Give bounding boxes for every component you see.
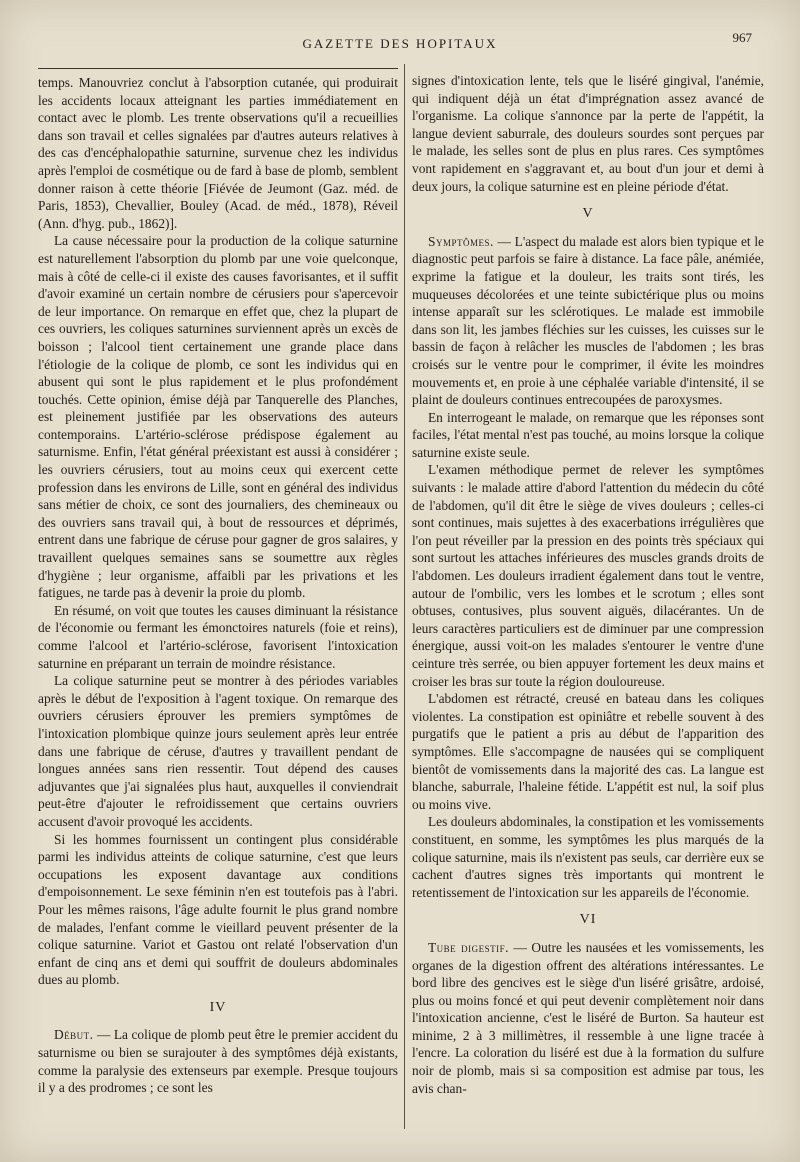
- paragraph: [38, 1026, 398, 1096]
- header-rule: [38, 68, 398, 69]
- section-heading: VI: [579, 912, 597, 928]
- paragraph: En résumé, on voit que toutes les causes diminuant la résistance de l'économie ou fermant les émonctoires naturels (foie et reins), comme l'alcool et l'artério-sclérose, favorisent l'intoxication saturnine en préparant un terrain de moindre résistance.: [38, 602, 398, 671]
- section-heading: IV: [209, 999, 227, 1015]
- paragraph: Si les hommes fournissent un contingent plus considérable parmi les individus atteints de colique saturnine, c'est que leurs occupations les exposent davantage aux conditions d'empoisonnement. Le sexe féminin n'en est toutefois pas à l'abri. Pour les mêmes raisons, l'âge adulte fournit le plus grand nombre de malades, l'enfant comme le vieillard peuvent présenter de la colique saturnine. Variot et Gastou ont relaté l'observation d'un enfant de cinq ans et demi qui souffrit de douleurs abdominales dues au plomb.: [38, 831, 398, 988]
- page-number: 967: [732, 30, 752, 45]
- section-heading: V: [582, 206, 594, 222]
- right-column: [412, 72, 764, 1097]
- paragraph-lead: Tube digestif.: [428, 939, 510, 955]
- column-divider: [404, 64, 405, 1129]
- paragraph: signes d'intoxication lente, tels que le liséré gingival, l'anémie, qui indiquent déjà un état d'imprégnation assez avancé de l'organisme. La colique s'annonce par la perte de l'appétit, la langue devient saburrale, des douleurs sourdes sont perçues par le malade, les selles sont de plus en plus rares. Ces symptômes vont rapidement en s'aggravant et, au bout d'un jour et demi à deux jours, la colique saturnine est en pleine période d'état.: [412, 73, 764, 194]
- paragraph-lead: Début.: [54, 1027, 94, 1043]
- paragraph: L'abdomen est rétracté, creusé en bateau dans les coliques violentes. La constipation est opiniâtre et rebelle souvent à des purgatifs que le patient a pris au début de l'apparition des symptômes. Elle s'accompagne de nausées qui se compliquent bientôt de vomissements dans la majorité des cas. La langue est blanche, saburrale, l'haleine fétide. L'appétit est nul, la soif plus ou moins vive.: [412, 691, 764, 812]
- journal-title: GAZETTE DES HOPITAUX: [302, 36, 498, 51]
- paragraph: La cause nécessaire pour la production de la colique saturnine est naturellement l'absorption du plomb par une voie quelconque, mais à côté de celle-ci il existe des causes favorisantes, et il suffit d'avoir examiné un certain nombre de cérusiers pour s'apercevoir de leur importance. On remarque en effet que, chez la plupart de ces ouvriers, les coliques saturnines surviennent après un excès de boisson ; l'alcool tient certainement une grande place dans l'étiologie de la colique de plomb, ce sont les individus qui en abusent qui sont le plus rapidement et le plus profondément touchés. Cette opinion, émise déjà par Tanquerelle des Planches, est pleinement justifiée par les observations des auteurs contemporains. L'artério-sclérose prédispose également au saturnisme. Enfin, l'état général préexistant est aussi à considérer ; les ouvriers cérusiers, tout au moins ceux qui exercent cette profession dans les environs de Lille, sont en général des individus sans métier de choix, ce sont des journaliers, des chemineaux ou des ouvriers sans travail qui, à bout de ressources et déprimés, entrent dans une fabrique de céruse pour gagner de gros salaires, y travaillent quelques semaines sans se soumettre aux règles d'hygiène ; leur organisme, affaibli par les privations et les fatigues, ne tarde pas à devenir la proie du plomb.: [38, 233, 398, 601]
- left-column: [38, 74, 398, 1097]
- paragraph: En interrogeant le malade, on remarque que les réponses sont faciles, l'état mental n'est pas touché, au moins lorsque la colique saturnine existe seule.: [412, 409, 764, 460]
- paragraph: Les douleurs abdominales, la constipation et les vomissements constituent, en somme, les symptômes les plus marqués de la colique saturnine, mais ils n'existent pas seuls, car derrière eux se cachent d'autres signes très importants qui montrent le retentissement de l'intoxication sur les appareils de l'économie.: [412, 814, 764, 900]
- paragraph: [412, 233, 764, 409]
- paragraph: L'examen méthodique permet de relever les symptômes suivants : le malade attire d'abord l'attention du médecin du côté de l'abdomen, qu'il dit être le siège de vives douleurs ; celles-ci sont continues, mais sujettes à des exacerbations irrégulières que l'on peut réveiller par la pression en des points très spéciaux qui sont surtout les attaches inférieures des muscles grands droits de l'abdomen. Les douleurs irradient également dans tout le ventre, autour de l'ombilic, vers les lombes et le scrotum ; elles sont obtuses, contusives, plus souvent aiguës, dilacérantes. Un de leurs caractères particuliers est de diminuer par une compression énergique, aussi voit-on les malades s'entourer le ventre d'une ceinture très serrée, ou bien appuyer fortement les deux mains et croiser les bras sur toute la région douloureuse.: [412, 462, 764, 689]
- page-header: [0, 30, 800, 54]
- paragraph: temps. Manouvriez conclut à l'absorption cutanée, qui produirait les accidents locaux atteignant les parties immédiatement en contact avec le plomb. Les trente observations qu'il a recueillies dans son travail et celles signalées par d'autres auteurs relatives à des cas d'encéphalopathie saturnine, survenue chez les individus après l'emploi de cosmétique ou de fard à base de plomb, semblent donner raison à cette théorie [Fiévée de Jeumont (Gaz. méd. de Paris, 1853), Chevallier, Bouley (Acad. de méd., 1878), Réveil (Ann. d'hyg. pub., 1862)].: [38, 75, 398, 231]
- paragraph-body: — L'aspect du malade est alors bien typique et le diagnostic peut parfois se faire à distance. La face pâle, anémiée, exprime la fatigue et la douleur, les traits sont tirés, les muqueuses décolorées et une teinte subictérique plus ou moins intense apparaît sur les sclérotiques. Le malade est immobile dans son lit, les jambes fléchies sur les cuisses, les cuisses sur le bassin de façon à relâcher les muscles de l'abdomen ; les bras croisés sur le ventre pour le comprimer, il évite les moindres mouvements et, en proie à une céphalée variable d'intensité, il se plaint de douleurs continues entrecoupées de paroxysmes.: [412, 233, 764, 408]
- paragraph: [412, 939, 764, 1097]
- paragraph-body: — Outre les nausées et les vomissements, les organes de la digestion offrent des altérations intéressantes. Le bord libre des gencives est le siège d'un liséré grisâtre, ardoisé, plus ou moins foncé et qui peut devenir complètement noir dans l'intoxication ancienne, c'est le liséré de Burton. Sa hauteur est minime, 2 à 3 millimètres, il ressemble à une ligne tracée à l'encre. La coloration du liséré est due à la formation du sulfure noir de plomb, mais si sa composition est admise par tous, les avis chan-: [412, 939, 765, 1096]
- paragraph: La colique saturnine peut se montrer à des périodes variables après le début de l'exposition à l'agent toxique. On remarque des ouvriers cérusiers éprouver les premiers symptômes de l'intoxication plombique quinze jours seulement après leur entrée dans une fabrique de céruse, d'autres y travaillent pendant de longues années sans rien ressentir. Tout dépend des causes adjuvantes que j'ai signalées plus haut, auxquelles il conviendrait peut-être d'ajouter le refroidissement que certains ouvriers accusent d'avoir provoqué les accidents.: [38, 673, 398, 829]
- paragraph-lead: Symptômes.: [428, 233, 494, 249]
- paragraph-body: — La colique de plomb peut être le premier accident du saturnisme ou bien se surajouter à des symptômes déjà existants, comme la paralysie des extenseurs par exemple. Presque toujours il y a des prodromes ; ce sont les: [38, 1027, 398, 1096]
